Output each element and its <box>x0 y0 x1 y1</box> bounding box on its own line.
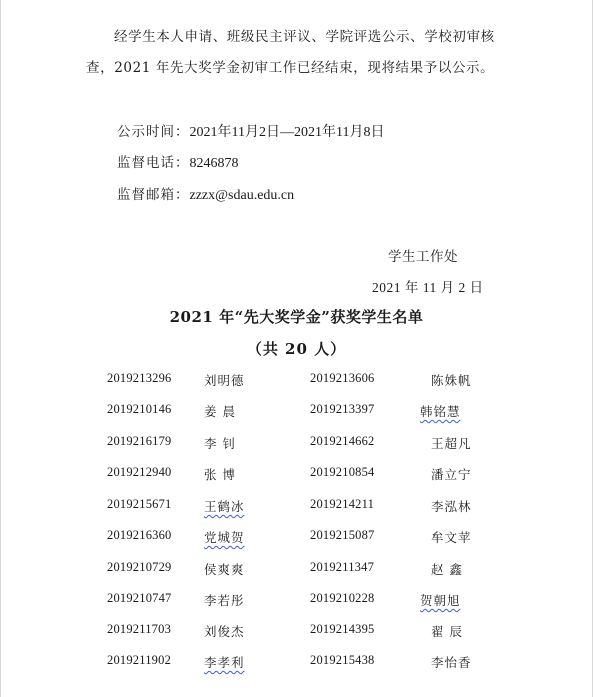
student-name: 陈姝帆 <box>431 373 472 388</box>
notice-intro-paragraph: 经学生本人申请、班级民主评议、学院评选公示、学校初审核查，2021 年先大奖学金初审工作已经结束，现将结果予以公示。 <box>86 29 495 76</box>
student-id: 2019211347 <box>310 560 375 574</box>
student-name: 李怡香 <box>431 655 472 670</box>
winner-list-count: （共 20 人） <box>246 340 347 358</box>
student-name: 张 博 <box>204 467 236 482</box>
student-id: 2019210228 <box>310 591 375 605</box>
student-name: 贺朝旭 <box>420 593 461 608</box>
student-name: 李 钊 <box>204 436 236 451</box>
student-id: 2019210729 <box>107 560 172 574</box>
supervision-email-label: 监督邮箱： <box>117 187 190 203</box>
student-id: 2019213397 <box>310 402 375 416</box>
student-name: 潘立宁 <box>431 467 472 482</box>
student-id: 2019214662 <box>310 434 375 448</box>
student-name: 赵 鑫 <box>431 562 463 577</box>
student-id: 2019214211 <box>310 497 375 511</box>
supervision-phone-label: 监督电话： <box>117 155 190 171</box>
student-id: 2019215438 <box>310 653 375 667</box>
student-name: 党城贺 <box>204 530 245 545</box>
student-name: 牟文苹 <box>431 530 472 545</box>
student-id: 2019211902 <box>107 653 172 667</box>
supervision-email-value: zzzx@sdau.edu.cn <box>189 188 295 203</box>
student-id: 2019215087 <box>310 528 375 542</box>
student-id: 2019216360 <box>107 528 172 542</box>
student-id: 2019211703 <box>107 622 172 636</box>
student-name: 姜 晨 <box>204 404 236 419</box>
publicity-time-value: 2021年11月2日—2021年11月8日 <box>189 125 385 140</box>
supervision-phone-value: 8246878 <box>189 156 239 171</box>
student-name: 李孝利 <box>204 655 245 670</box>
student-name: 翟 辰 <box>431 624 463 639</box>
issuing-office: 学生工作处 <box>388 249 458 265</box>
student-id: 2019216179 <box>107 434 172 448</box>
student-id: 2019210146 <box>107 402 172 416</box>
issue-date: 2021 年 11 月 2 日 <box>372 280 484 295</box>
student-id: 2019212940 <box>107 465 172 479</box>
student-id: 2019213296 <box>107 371 172 385</box>
student-name: 李若彤 <box>204 593 245 608</box>
student-name: 侯爽爽 <box>204 562 245 577</box>
student-name: 刘明德 <box>204 373 245 388</box>
student-name: 王超凡 <box>431 436 472 451</box>
student-name: 王鹤冰 <box>204 499 245 514</box>
publicity-time-label: 公示时间： <box>117 124 190 140</box>
student-name: 刘俊杰 <box>204 624 245 639</box>
student-id: 2019210747 <box>107 591 172 605</box>
student-id: 2019214395 <box>310 622 375 636</box>
student-id: 2019213606 <box>310 371 375 385</box>
student-id: 2019210854 <box>310 465 375 479</box>
winner-list-title: 2021 年“先大奖学金”获奖学生名单 <box>169 308 424 326</box>
student-id: 2019215671 <box>107 497 172 511</box>
student-name: 李泓林 <box>431 499 472 514</box>
student-name: 韩铭慧 <box>420 404 461 419</box>
